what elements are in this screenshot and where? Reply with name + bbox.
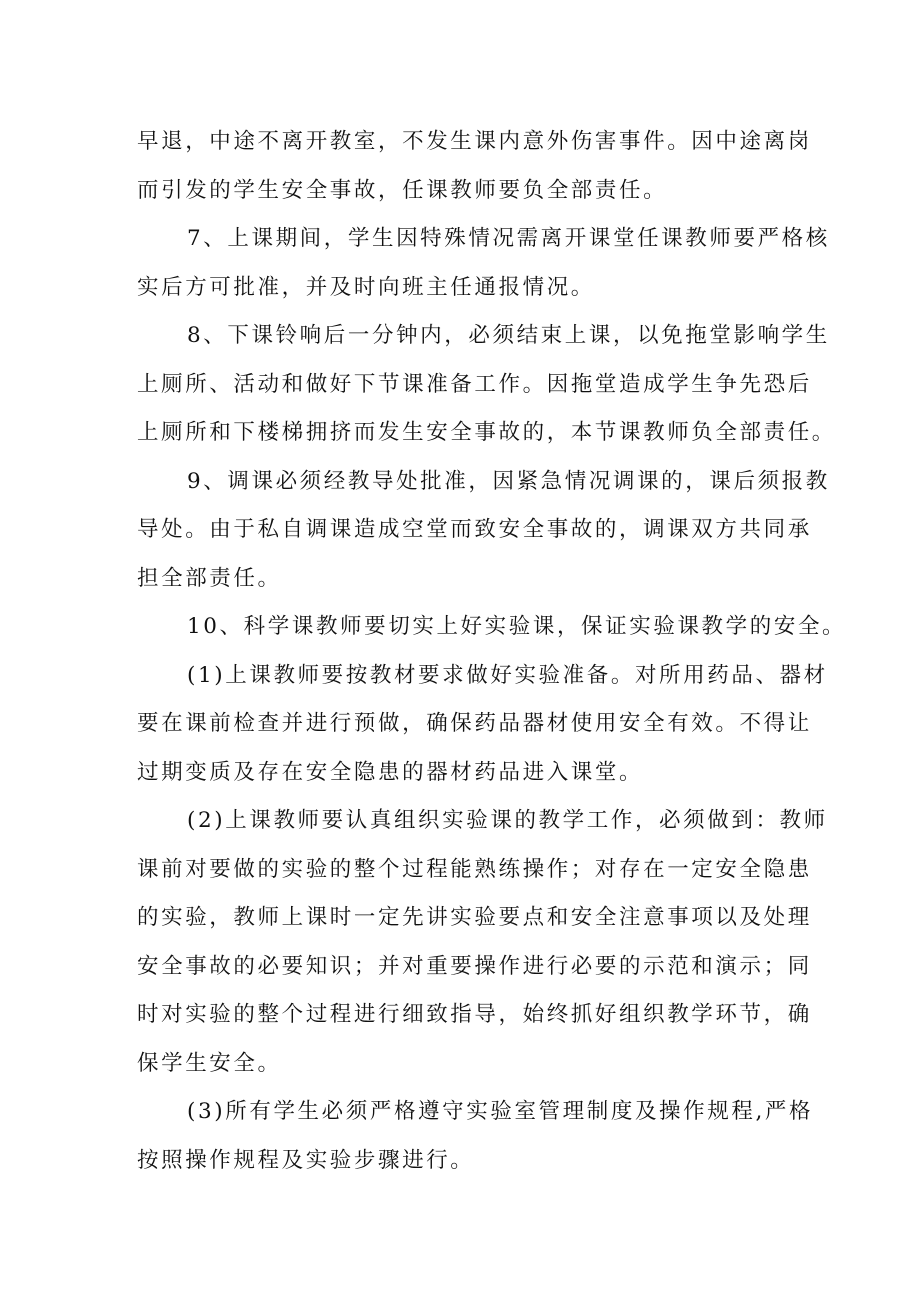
paragraph-start-line: 10、科学课教师要切实上好实验课，保证实验课教学的安全。 — [187, 614, 847, 639]
text-line: 实后方可批准，并及时向班主任通报情况。 — [137, 274, 595, 300]
text-line: 要在课前检查并进行预做，确保药品器材使用安全有效。不得让 — [137, 711, 812, 736]
text-line: 过期变质及存在安全隐患的器材药品进入课堂。 — [137, 759, 644, 785]
text-line: 时对实验的整个过程进行细致指导，始终抓好组织教学环节，确 — [137, 1002, 812, 1027]
text-line: 的实验，教师上课时一定先讲实验要点和安全注意事项以及处理 — [137, 905, 812, 930]
text-line: 早退，中途不离开教室，不发生课内意外伤害事件。因中途离岗 — [137, 129, 812, 154]
paragraph-start-line: (1)上课教师要按教材要求做好实验准备。对所用药品、器材 — [187, 662, 828, 688]
text-line: 而引发的学生安全事故，任课教师要负全部责任。 — [137, 177, 668, 203]
text-line: 保学生安全。 — [137, 1050, 282, 1076]
text-line: 安全事故的必要知识；并对重要操作进行必要的示范和演示；同 — [137, 953, 812, 979]
paragraph-start-line: 7、上课期间，学生因特殊情况需离开课堂任课教师要严格核 — [187, 226, 830, 251]
paragraph-start-line: (2)上课教师要认真组织实验课的教学工作，必须做到：教师 — [187, 808, 828, 833]
text-line: 上厕所、活动和做好下节课准备工作。因拖堂造成学生争先恐后 — [137, 371, 812, 397]
text-line: 导处。由于私自调课造成空堂而致安全事故的，调课双方共同承 — [137, 517, 812, 542]
text-line: 课前对要做的实验的整个过程能熟练操作；对存在一定安全隐患 — [137, 856, 812, 882]
paragraph-start-line: (3)所有学生必须严格遵守实验室管理制度及操作规程,严格 — [187, 1099, 814, 1124]
text-line: 上厕所和下楼梯拥挤而发生安全事故的，本节课教师负全部责任。 — [137, 420, 836, 445]
paragraph-start-line: 8、下课铃响后一分钟内，必须结束上课，以免拖堂影响学生 — [187, 323, 830, 348]
text-line: 担全部责任。 — [137, 565, 282, 591]
paragraph-start-line: 9、调课必须经教导处批准，因紧急情况调课的，课后须报教 — [187, 468, 830, 494]
text-line: 按照操作规程及实验步骤进行。 — [137, 1147, 475, 1173]
document-body — [137, 118, 847, 1185]
